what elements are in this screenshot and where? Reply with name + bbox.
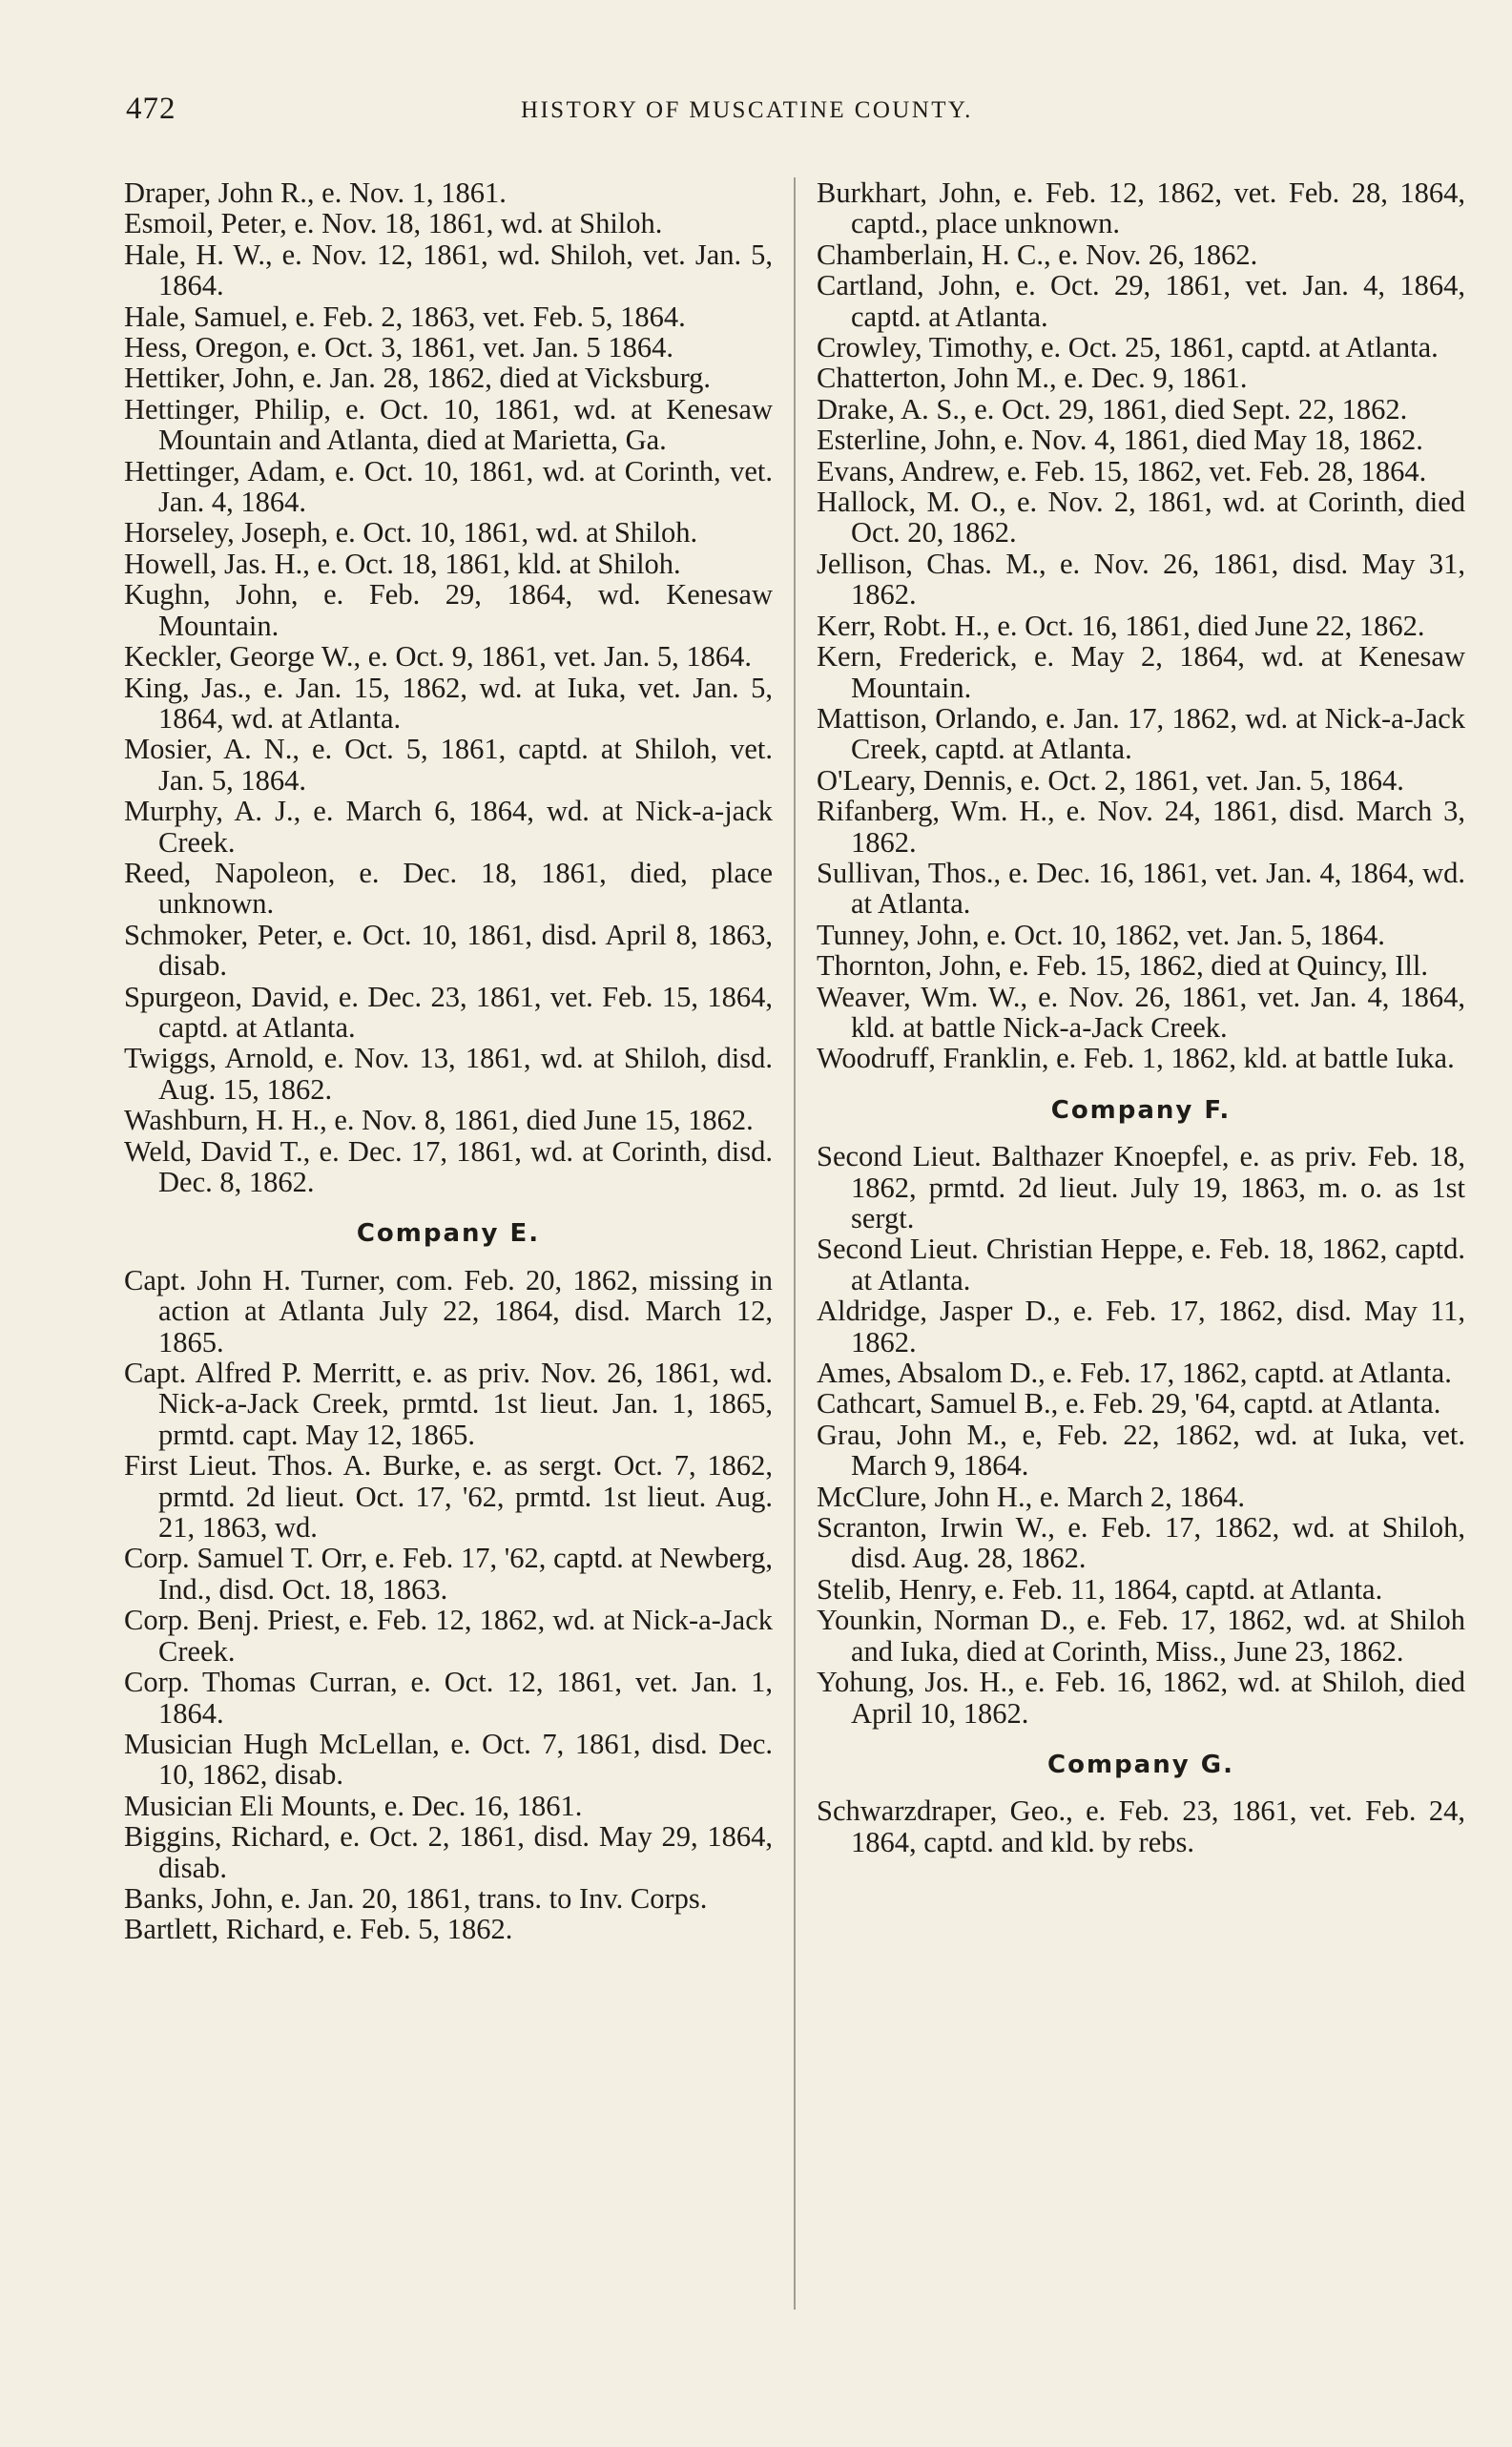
roster-entry: Burkhart, John, e. Feb. 12, 1862, vet. Feb. 28, 1864, captd., place unknown. <box>817 176 1465 240</box>
roster-entry: Ames, Absalom D., e. Feb. 17, 1862, captd. at Atlanta. <box>817 1357 1452 1390</box>
roster-entry: Draper, John R., e. Nov. 1, 1861. <box>124 176 507 209</box>
roster-entry: First Lieut. Thos. A. Burke, e. as sergt. Oct. 7, 1862, prmtd. 2d lieut. Oct. 17, '62, prmtd. 1st lieut. Aug. 21, 1863, wd. <box>124 1449 773 1545</box>
roster-entry: Bartlett, Richard, e. Feb. 5, 1862. <box>124 1913 513 1946</box>
column-divider <box>794 177 796 2310</box>
roster-entry: Keckler, George W., e. Oct. 9, 1861, vet. Jan. 5, 1864. <box>124 640 753 674</box>
roster-entry: Hettiker, John, e. Jan. 28, 1862, died at Vicksburg. <box>124 362 712 395</box>
roster-entry: Yohung, Jos. H., e. Feb. 16, 1862, wd. at Shiloh, died April 10, 1862. <box>817 1666 1465 1730</box>
roster-entry: Cartland, John, e. Oct. 29, 1861, vet. Jan. 4, 1864, captd. at Atlanta. <box>817 269 1465 333</box>
roster-entry: Hettinger, Adam, e. Oct. 10, 1861, wd. at Corinth, vet. Jan. 4, 1864. <box>124 454 773 519</box>
roster-entry: Musician Hugh McLellan, e. Oct. 7, 1861, disd. Dec. 10, 1862, disab. <box>124 1727 773 1792</box>
roster-entry: Esterline, John, e. Nov. 4, 1861, died May 18, 1862. <box>817 424 1423 457</box>
right-column <box>817 177 1465 1857</box>
roster-list <box>124 177 773 1197</box>
roster-entry: Younkin, Norman D., e. Feb. 17, 1862, wd. at Shiloh and Iuka, died at Corinth, Miss., June 23, 1862. <box>817 1604 1465 1668</box>
roster-entry: Musician Eli Mounts, e. Dec. 16, 1861. <box>124 1789 583 1822</box>
roster-entry: Howell, Jas. H., e. Oct. 18, 1861, kld. at Shiloh. <box>124 547 681 580</box>
roster-entry: Kern, Frederick, e. May 2, 1864, wd. at Kenesaw Mountain. <box>817 640 1465 704</box>
roster-entry: Chatterton, John M., e. Dec. 9, 1861. <box>817 362 1248 395</box>
roster-entry: Corp. Benj. Priest, e. Feb. 12, 1862, wd. at Nick-a-Jack Creek. <box>124 1604 773 1668</box>
roster-entry: Tunney, John, e. Oct. 10, 1862, vet. Jan. 5, 1864. <box>817 918 1385 951</box>
roster-entry: Thornton, John, e. Feb. 15, 1862, died at Quincy, Ill. <box>817 949 1428 983</box>
roster-entry: Hale, H. W., e. Nov. 12, 1861, wd. Shiloh, vet. Jan. 5, 1864. <box>124 238 773 302</box>
roster-list-company-e <box>124 1265 773 1945</box>
roster-entry: Reed, Napoleon, e. Dec. 18, 1861, died, place unknown. <box>124 856 773 921</box>
roster-entry: Capt. Alfred P. Merritt, e. as priv. Nov. 26, 1861, wd. Nick-a-Jack Creek, prmtd. 1st lieut. Jan. 1, 1865, prmtd. capt. May 12, 1865. <box>124 1357 773 1451</box>
roster-entry: Schmoker, Peter, e. Oct. 10, 1861, disd. April 8, 1863, disab. <box>124 918 773 983</box>
roster-entry: Corp. Samuel T. Orr, e. Feb. 17, '62, captd. at Newberg, Ind., disd. Oct. 18, 1863. <box>124 1542 773 1606</box>
roster-entry: Hettinger, Philip, e. Oct. 10, 1861, wd. at Kenesaw Mountain and Atlanta, died at Marietta, Ga. <box>124 392 773 457</box>
page-header <box>126 92 1366 139</box>
roster-entry: Twiggs, Arnold, e. Nov. 13, 1861, wd. at Shiloh, disd. Aug. 15, 1862. <box>124 1042 773 1106</box>
roster-entry: Aldridge, Jasper D., e. Feb. 17, 1862, disd. May 11, 1862. <box>817 1295 1465 1358</box>
roster-entry: Rifanberg, Wm. H., e. Nov. 24, 1861, disd. March 3, 1862. <box>817 795 1465 859</box>
roster-entry: Chamberlain, H. C., e. Nov. 26, 1862. <box>817 238 1258 271</box>
left-column <box>124 177 773 1945</box>
roster-entry: King, Jas., e. Jan. 15, 1862, wd. at Iuka, vet. Jan. 5, 1864, wd. at Atlanta. <box>124 671 773 735</box>
roster-entry: Drake, A. S., e. Oct. 29, 1861, died Sept. 22, 1862. <box>817 392 1408 425</box>
roster-entry: Mosier, A. N., e. Oct. 5, 1861, captd. at Shiloh, vet. Jan. 5, 1864. <box>124 733 773 797</box>
roster-entry: McClure, John H., e. March 2, 1864. <box>817 1480 1245 1513</box>
roster-entry: Hallock, M. O., e. Nov. 2, 1861, wd. at Corinth, died Oct. 20, 1862. <box>817 486 1465 550</box>
running-title: HISTORY OF MUSCATINE COUNTY. <box>521 97 973 123</box>
roster-entry: Kughn, John, e. Feb. 29, 1864, wd. Kenesaw Mountain. <box>124 578 773 642</box>
roster-entry: Second Lieut. Balthazer Knoepfel, e. as priv. Feb. 18, 1862, prmtd. 2d lieut. July 19, 1863, m. o. as 1st sergt. <box>817 1140 1465 1234</box>
roster-entry: Jellison, Chas. M., e. Nov. 26, 1861, disd. May 31, 1862. <box>817 547 1465 612</box>
roster-entry: Sullivan, Thos., e. Dec. 16, 1861, vet. Jan. 4, 1864, wd. at Atlanta. <box>817 856 1465 921</box>
roster-entry: Cathcart, Samuel B., e. Feb. 29, '64, captd. at Atlanta. <box>817 1387 1441 1421</box>
roster-entry: Crowley, Timothy, e. Oct. 25, 1861, captd. at Atlanta. <box>817 331 1439 364</box>
roster-entry: Biggins, Richard, e. Oct. 2, 1861, disd. May 29, 1864, disab. <box>124 1820 773 1884</box>
roster-list-continued <box>817 177 1465 1074</box>
roster-list-company-g <box>817 1795 1465 1857</box>
roster-entry: Hess, Oregon, e. Oct. 3, 1861, vet. Jan. 5 1864. <box>124 331 674 364</box>
roster-entry: Capt. John H. Turner, com. Feb. 20, 1862, missing in action at Atlanta July 22, 1864, disd. March 12, 1865. <box>124 1263 773 1358</box>
roster-list-company-f <box>817 1141 1465 1729</box>
page-number: 472 <box>126 92 176 126</box>
roster-entry: Spurgeon, David, e. Dec. 23, 1861, vet. Feb. 15, 1864, captd. at Atlanta. <box>124 980 773 1044</box>
roster-entry: Murphy, A. J., e. March 6, 1864, wd. at Nick-a-jack Creek. <box>124 795 773 859</box>
roster-entry: Corp. Thomas Curran, e. Oct. 12, 1861, vet. Jan. 1, 1864. <box>124 1666 773 1730</box>
roster-entry: Grau, John M., e, Feb. 22, 1862, wd. at Iuka, vet. March 9, 1864. <box>817 1418 1465 1483</box>
roster-entry: Second Lieut. Christian Heppe, e. Feb. 18, 1862, captd. at Atlanta. <box>817 1233 1465 1296</box>
roster-entry: Banks, John, e. Jan. 20, 1861, trans. to Inv. Corps. <box>124 1881 708 1915</box>
roster-entry: Kerr, Robt. H., e. Oct. 16, 1861, died June 22, 1862. <box>817 609 1425 642</box>
roster-entry: Esmoil, Peter, e. Nov. 18, 1861, wd. at Shiloh. <box>124 207 663 240</box>
roster-entry: Woodruff, Franklin, e. Feb. 1, 1862, kld. at battle Iuka. <box>817 1042 1455 1075</box>
roster-entry: Scranton, Irwin W., e. Feb. 17, 1862, wd. at Shiloh, disd. Aug. 28, 1862. <box>817 1511 1465 1575</box>
section-heading-company-f: Company F. <box>1050 1095 1232 1125</box>
roster-entry: Weaver, Wm. W., e. Nov. 26, 1861, vet. Jan. 4, 1864, kld. at battle Nick-a-Jack Creek. <box>817 980 1465 1044</box>
roster-entry: Evans, Andrew, e. Feb. 15, 1862, vet. Feb. 28, 1864. <box>817 454 1427 487</box>
roster-entry: Hale, Samuel, e. Feb. 2, 1863, vet. Feb. 5, 1864. <box>124 300 686 333</box>
roster-entry: Schwarzdraper, Geo., e. Feb. 23, 1861, vet. Feb. 24, 1864, captd. and kld. by rebs. <box>817 1794 1465 1858</box>
roster-entry: Mattison, Orlando, e. Jan. 17, 1862, wd. at Nick-a-Jack Creek, captd. at Atlanta. <box>817 701 1465 766</box>
section-heading-company-e: Company E. <box>356 1219 541 1249</box>
roster-entry: Stelib, Henry, e. Feb. 11, 1864, captd. at Atlanta. <box>817 1572 1383 1606</box>
roster-entry: O'Leary, Dennis, e. Oct. 2, 1861, vet. Jan. 5, 1864. <box>817 763 1404 797</box>
roster-entry: Washburn, H. H., e. Nov. 8, 1861, died June 15, 1862. <box>124 1104 754 1137</box>
roster-entry: Weld, David T., e. Dec. 17, 1861, wd. at Corinth, disd. Dec. 8, 1862. <box>124 1134 773 1198</box>
roster-entry: Horseley, Joseph, e. Oct. 10, 1861, wd. at Shiloh. <box>124 516 698 550</box>
section-heading-company-g: Company G. <box>1047 1750 1234 1779</box>
